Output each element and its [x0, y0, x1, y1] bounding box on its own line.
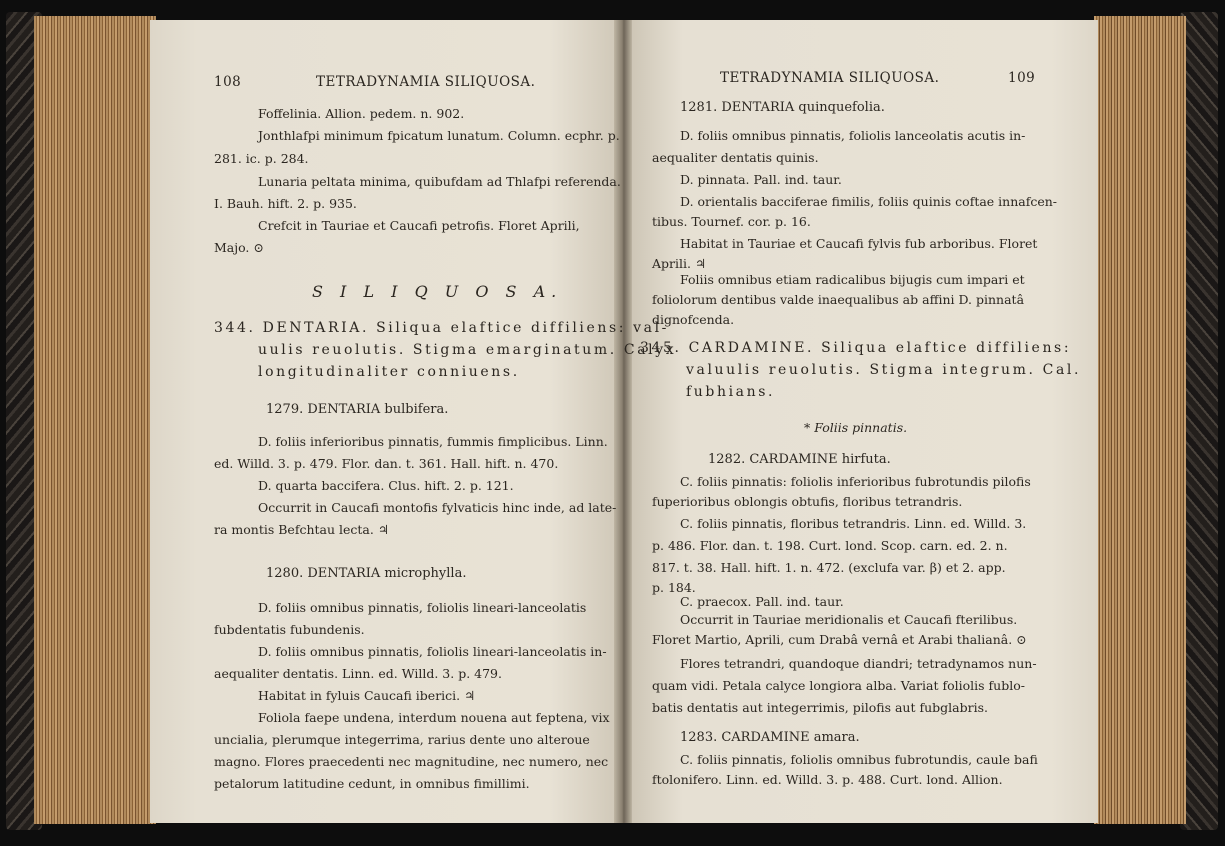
section-heading: S I L I Q U O S A. [312, 282, 563, 301]
text-line: Foliola faepe undena, interdum nouena aut feptena, vix [258, 710, 610, 725]
left-page-number: 108 [214, 74, 242, 90]
text-line: uncialia, plerumque integerrima, rarius dente uno alteroue [214, 732, 590, 747]
text-line: Majo. ⊙ [214, 240, 264, 255]
right-running-head: TETRADYNAMIA SILIQUOSA. [720, 70, 940, 86]
text-line: Foliis omnibus etiam radicalibus bijugis cum impari et [680, 272, 1025, 287]
left-running-head: TETRADYNAMIA SILIQUOSA. [316, 74, 536, 90]
text-line: Occurrit in Caucafi montofis fylvaticis hinc inde, ad late- [258, 500, 617, 515]
text-line: ed. Willd. 3. p. 479. Flor. dan. t. 361. Hall. hift. n. 470. [214, 456, 559, 471]
text-line: 817. t. 38. Hall. hift. 1. n. 472. (exclufa var. β) et 2. app. [652, 560, 1006, 575]
genus-heading: fubhians. [686, 384, 776, 400]
text-line: foliolorum dentibus valde inaequalibus ab affini D. pinnatâ [652, 292, 1025, 307]
text-line: batis dentatis aut integerrimis, pilofis aut fubglabris. [652, 700, 988, 715]
text-line: Lunaria peltata minima, quibufdam ad Thlafpi referenda. [258, 174, 621, 189]
genus-heading: 345. CARDAMINE. Siliqua elaftice diffiliens: [640, 340, 1072, 356]
text-line: fuperioribus oblongis obtufis, floribus tetrandris. [652, 494, 963, 509]
right-page-edges [1094, 16, 1186, 824]
genus-heading: uulis reuolutis. Stigma emarginatum. Calyx [258, 342, 677, 358]
text-line: petalorum latitudine cedunt, in omnibus fimillimi. [214, 776, 530, 791]
text-line: C. foliis pinnatis, floribus tetrandris. Linn. ed. Willd. 3. [680, 516, 1027, 531]
text-line: aequaliter dentatis quinis. [652, 150, 819, 165]
text-line: Floret Martio, Aprili, cum Drabâ vernâ et Arabi thalianâ. ⊙ [652, 632, 1027, 647]
text-line: D. orientalis bacciferae fimilis, foliis quinis coftae innafcen- [680, 194, 1058, 209]
text-line: C. praecox. Pall. ind. taur. [680, 594, 844, 609]
text-line: Aprili. ♃ [652, 256, 707, 271]
text-line: Flores tetrandri, quandoque diandri; tetradynamos nun- [680, 656, 1037, 671]
genus-heading: longitudinaliter conniuens. [258, 364, 520, 380]
genus-heading: valuulis reuolutis. Stigma integrum. Cal. [686, 362, 1082, 378]
text-line: D. pinnata. Pall. ind. taur. [680, 172, 842, 187]
text-line: Crefcit in Tauriae et Caucafi petrofis. Floret Aprili, [258, 218, 580, 233]
text-line: quam vidi. Petala calyce longiora alba. Variat foliolis fublo- [652, 678, 1025, 693]
text-line: D. quarta baccifera. Clus. hift. 2. p. 121. [258, 478, 514, 493]
text-line: 281. ic. p. 284. [214, 151, 309, 166]
text-line: D. foliis inferioribus pinnatis, fummis fimplicibus. Linn. [258, 434, 608, 449]
left-page-edges [34, 16, 156, 824]
text-line: D. foliis omnibus pinnatis, foliolis lanceolatis acutis in- [680, 128, 1026, 143]
genus-heading: 344. DENTARIA. Siliqua elaftice diffiliens: val- [214, 320, 670, 336]
text-line: magno. Flores praecedenti nec magnitudine, nec numero, nec [214, 754, 609, 769]
species-title: 1283. CARDAMINE amara. [680, 730, 860, 745]
text-line: fubdentatis fubundenis. [214, 622, 365, 637]
right-page-number: 109 [1008, 70, 1036, 86]
text-line: Occurrit in Tauriae meridionalis et Caucafi fterilibus. [680, 612, 1018, 627]
text-line: I. Bauh. hift. 2. p. 935. [214, 196, 357, 211]
species-title: 1281. DENTARIA quinquefolia. [680, 100, 885, 115]
text-line: Habitat in fyluis Caucafi iberici. ♃ [258, 688, 476, 703]
text-line: C. foliis pinnatis, foliolis omnibus fubrotundis, caule bafi [680, 752, 1038, 767]
text-line: tibus. Tournef. cor. p. 16. [652, 214, 811, 229]
species-title: 1280. DENTARIA microphylla. [266, 566, 467, 581]
text-line: ftolonifero. Linn. ed. Willd. 3. p. 488. Curt. lond. Allion. [652, 772, 1003, 787]
text-line: p. 184. [652, 580, 696, 595]
text-line: aequaliter dentatis. Linn. ed. Willd. 3. p. 479. [214, 666, 502, 681]
text-line: Habitat in Tauriae et Caucafi fylvis fub arboribus. Floret [680, 236, 1038, 251]
text-line: Foffelinia. Allion. pedem. n. 902. [258, 106, 465, 121]
subsection-heading: * Foliis pinnatis. [804, 420, 908, 435]
text-line: ra montis Befchtau lecta. ♃ [214, 522, 390, 537]
species-title: 1279. DENTARIA bulbifera. [266, 402, 449, 417]
text-line: dignofcenda. [652, 312, 735, 327]
text-line: D. foliis omnibus pinnatis, foliolis lineari-lanceolatis [258, 600, 587, 615]
text-line: C. foliis pinnatis: foliolis inferioribus fubrotundis pilofis [680, 474, 1031, 489]
species-title: 1282. CARDAMINE hirfuta. [708, 452, 891, 467]
text-line: D. foliis omnibus pinnatis, foliolis lineari-lanceolatis in- [258, 644, 607, 659]
text-line: p. 486. Flor. dan. t. 198. Curt. lond. Scop. carn. ed. 2. n. [652, 538, 1008, 553]
text-line: Jonthlafpi minimum fpicatum lunatum. Column. ecphr. p. [258, 128, 620, 143]
